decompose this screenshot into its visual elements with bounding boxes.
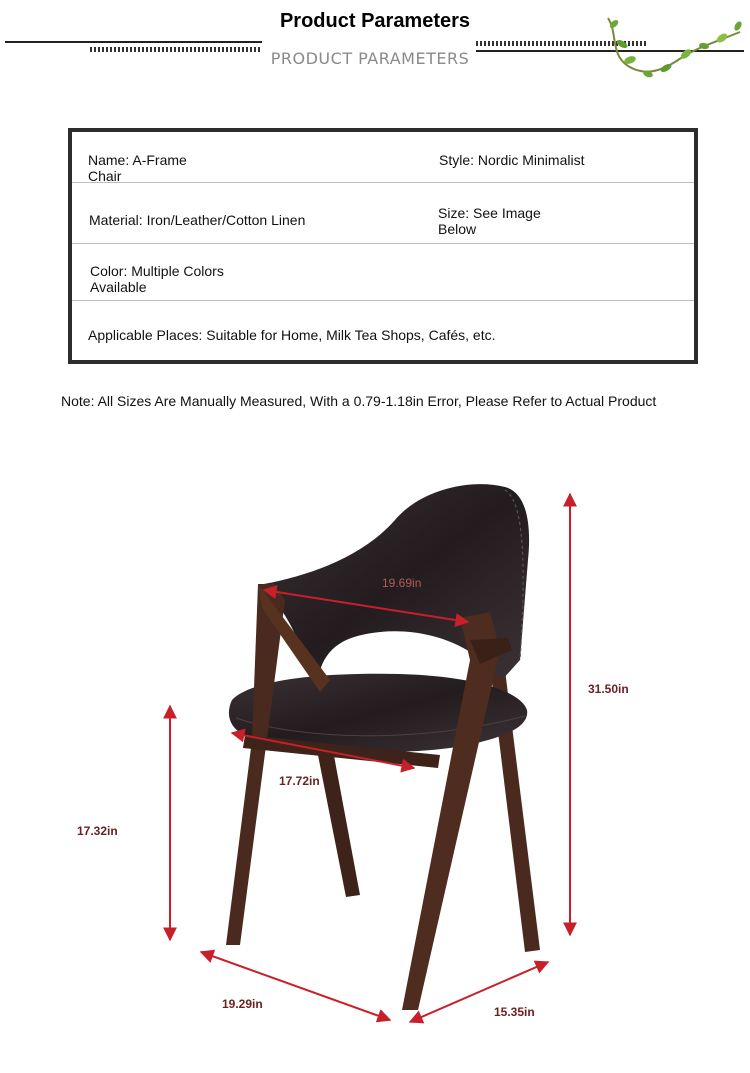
param-color: Color: Multiple Colors Available	[90, 263, 224, 295]
table-row-divider	[72, 300, 694, 301]
param-places: Applicable Places: Suitable for Home, Milk Tea Shops, Cafés, etc.	[88, 327, 496, 343]
measurement-note: Note: All Sizes Are Manually Measured, With a 0.79-1.18in Error, Please Refer to Actual Product	[61, 393, 657, 409]
chair-diagram	[0, 470, 750, 1060]
param-name: Name: A-Frame Chair	[88, 152, 187, 184]
chair-front-legs	[226, 584, 512, 1010]
dim-label-seat-height: 17.32in	[77, 824, 118, 838]
dim-label-backrest-width: 19.69in	[382, 576, 422, 590]
param-style: Style: Nordic Minimalist	[439, 152, 585, 168]
dim-label-base-width: 19.29in	[222, 997, 263, 1011]
dim-label-seat-width: 17.72in	[279, 774, 320, 788]
vine-decoration-icon	[600, 14, 750, 84]
param-material: Material: Iron/Leather/Cotton Linen	[89, 212, 306, 228]
page-subtitle: PRODUCT PARAMETERS	[270, 49, 470, 68]
page-title: Product Parameters	[279, 10, 471, 32]
dim-label-total-height: 31.50in	[588, 682, 629, 696]
dim-label-base-depth: 15.35in	[494, 1005, 535, 1019]
header-rule-left	[5, 41, 262, 43]
param-size: Size: See Image Below	[438, 205, 541, 237]
table-row-divider	[72, 243, 694, 244]
